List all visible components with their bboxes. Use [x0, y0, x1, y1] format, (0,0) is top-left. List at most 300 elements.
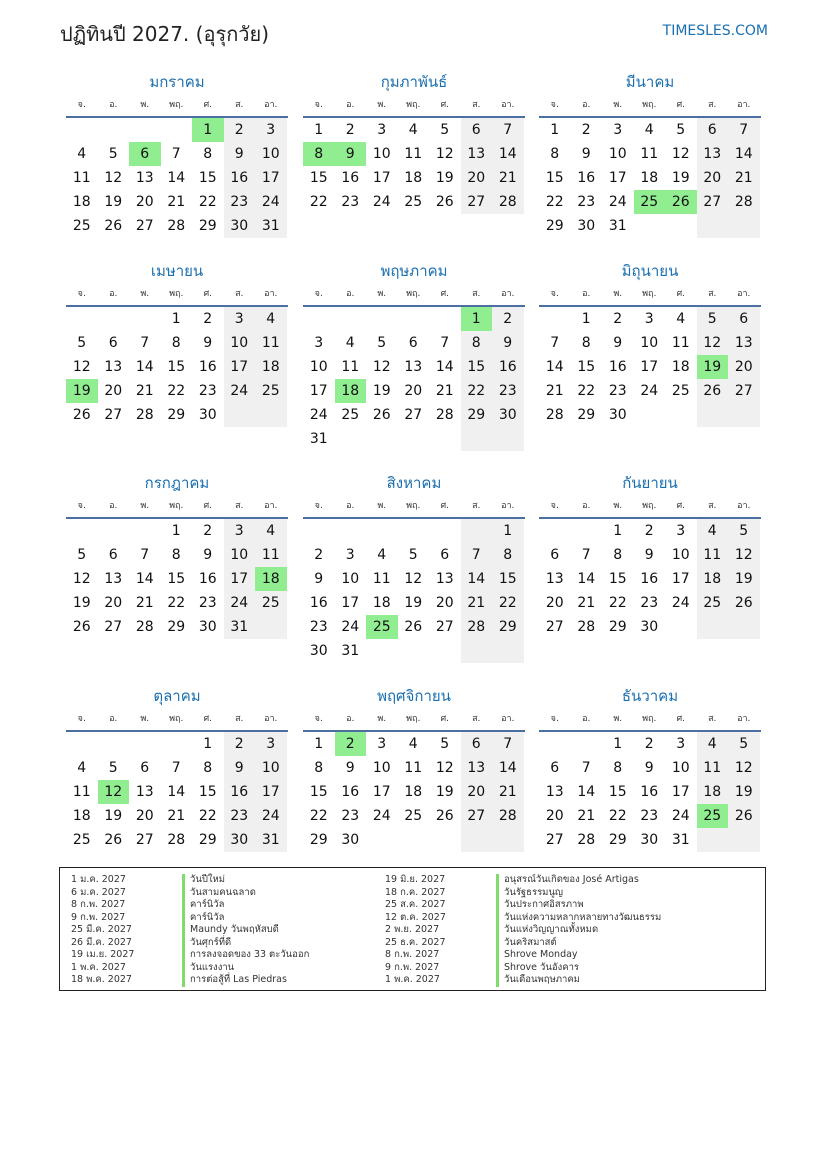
day-cell: 26: [104, 832, 123, 848]
day-cell: 17: [372, 784, 391, 800]
day-cell: 30: [309, 643, 328, 659]
weekday-label: จ.: [550, 501, 559, 511]
day-cell: 30: [577, 218, 596, 234]
weekday-label: อา.: [501, 714, 515, 724]
day-cell: 16: [224, 166, 256, 190]
day-cell: 17: [640, 359, 659, 375]
weekday-label: จ.: [314, 100, 323, 110]
day-cell: 10: [255, 756, 287, 780]
weekday-label: อา.: [264, 501, 278, 511]
day-cell: 16: [608, 359, 627, 375]
holiday-list: [59, 867, 766, 991]
day-cell: 15: [608, 571, 627, 587]
day-cell: 14: [492, 142, 524, 166]
day-cell: 10: [309, 359, 328, 375]
weekday-label: จ.: [314, 714, 323, 724]
weekday-label: อา.: [737, 714, 751, 724]
holiday-row: [60, 974, 309, 987]
weekday-label: ส.: [472, 501, 481, 511]
empty-day-cell: [129, 519, 161, 543]
holiday-date: 6 ม.ค. 2027: [71, 886, 126, 898]
empty-day-cell: [255, 615, 287, 639]
month-title: มิถุนายน: [621, 262, 679, 280]
day-cell: 3: [255, 118, 287, 142]
weekday-label: พ.: [377, 714, 387, 724]
empty-day-cell: [665, 214, 697, 238]
day-cell: 31: [255, 828, 287, 852]
empty-day-cell: [429, 639, 461, 663]
day-cell: 21: [461, 591, 493, 615]
weekday-label: พฤ.: [406, 714, 421, 724]
week-row: [303, 615, 525, 639]
day-cell: 18: [372, 595, 391, 611]
day-cell: 20: [545, 808, 564, 824]
day-cell: 19: [728, 567, 760, 591]
empty-day-cell: [634, 214, 666, 238]
holiday-name: คาร์นิวัล: [182, 899, 224, 912]
day-cell: 7: [140, 547, 150, 563]
day-cell: 18: [671, 359, 690, 375]
week-row: [539, 519, 761, 543]
day-cell: 27: [728, 379, 760, 403]
empty-day-cell: [728, 403, 760, 427]
day-cell: 22: [461, 379, 493, 403]
month-3: [539, 70, 761, 238]
week-row: [539, 379, 761, 403]
day-cell: 16: [492, 355, 524, 379]
week-row: [303, 142, 525, 166]
empty-day-cell: [429, 307, 461, 331]
day-cell: 10: [671, 547, 690, 563]
day-cell: 30: [198, 407, 217, 423]
weekday-label: ศ.: [676, 289, 686, 299]
day-cell: 22: [309, 808, 328, 824]
day-cell: 14: [545, 359, 564, 375]
day-cell: 25: [404, 194, 423, 210]
day-cell: 25: [341, 407, 360, 423]
day-cell: 8: [461, 331, 493, 355]
day-cell: 26: [435, 194, 454, 210]
day-cell: 22: [608, 808, 627, 824]
empty-day-cell: [161, 732, 193, 756]
day-cell: 19: [728, 780, 760, 804]
day-cell: 18: [255, 355, 287, 379]
day-cell: 20: [104, 595, 123, 611]
day-cell: 29: [608, 619, 627, 635]
week-row: [303, 190, 525, 214]
weekday-label: จ.: [550, 100, 559, 110]
holiday-date: 8 ก.พ. 2027: [71, 899, 126, 910]
holiday-name: วันรัฐธรรมนูญ: [496, 887, 563, 900]
day-cell: 13: [135, 784, 154, 800]
day-cell: 15: [309, 784, 328, 800]
month-title: สิงหาคม: [386, 474, 442, 492]
weekday-header: [539, 283, 761, 307]
day-cell: 1: [581, 311, 591, 327]
holiday-name: วันปีใหม่: [182, 874, 225, 887]
holiday-day-cell: 19: [66, 379, 98, 403]
day-cell: 24: [309, 407, 328, 423]
day-cell: 13: [545, 784, 564, 800]
day-cell: 23: [198, 383, 217, 399]
week-row: [66, 142, 288, 166]
day-cell: 16: [640, 784, 659, 800]
day-cell: 19: [671, 170, 690, 186]
day-cell: 19: [435, 784, 454, 800]
weekday-header: [539, 495, 761, 519]
holiday-name: วันคริสมาสต์: [496, 937, 557, 950]
weekday-label: ส.: [235, 501, 244, 511]
day-cell: 1: [314, 122, 324, 138]
holiday-date: 18 พ.ค. 2027: [71, 974, 132, 985]
weekday-label: อ.: [582, 289, 591, 299]
day-cell: 28: [435, 407, 454, 423]
day-cell: 11: [404, 146, 423, 162]
week-row: [539, 166, 761, 190]
day-cell: 26: [435, 808, 454, 824]
weekday-label: อ.: [109, 501, 118, 511]
day-cell: 5: [728, 519, 760, 543]
weekday-label: พ.: [140, 501, 150, 511]
day-cell: 4: [255, 519, 287, 543]
weekday-label: ส.: [472, 289, 481, 299]
weekday-label: อา.: [501, 289, 515, 299]
day-cell: 30: [341, 832, 360, 848]
day-cell: 23: [608, 383, 627, 399]
day-cell: 10: [608, 146, 627, 162]
day-cell: 6: [728, 307, 760, 331]
day-cell: 7: [728, 118, 760, 142]
day-cell: 15: [167, 359, 186, 375]
empty-day-cell: [492, 427, 524, 451]
day-cell: 4: [377, 547, 387, 563]
day-cell: 3: [676, 736, 686, 752]
day-cell: 23: [341, 194, 360, 210]
day-cell: 13: [404, 359, 423, 375]
day-cell: 31: [341, 643, 360, 659]
day-cell: 8: [203, 760, 213, 776]
day-cell: 8: [613, 547, 623, 563]
day-cell: 8: [581, 335, 591, 351]
weekday-header: [66, 708, 288, 732]
week-row: [66, 166, 288, 190]
empty-day-cell: [335, 427, 367, 451]
day-cell: 2: [581, 122, 591, 138]
week-row: [303, 543, 525, 567]
day-cell: 19: [404, 595, 423, 611]
day-cell: 9: [492, 331, 524, 355]
day-cell: 26: [697, 379, 729, 403]
day-cell: 15: [198, 784, 217, 800]
day-cell: 17: [341, 595, 360, 611]
day-cell: 8: [314, 760, 324, 776]
empty-day-cell: [398, 828, 430, 852]
day-cell: 21: [492, 780, 524, 804]
day-cell: 27: [545, 619, 564, 635]
week-row: [66, 756, 288, 780]
day-cell: 5: [676, 122, 686, 138]
day-cell: 22: [167, 595, 186, 611]
day-cell: 29: [309, 832, 328, 848]
day-cell: 26: [72, 619, 91, 635]
holiday-day-cell: 8: [303, 142, 335, 166]
day-cell: 13: [135, 170, 154, 186]
holiday-date: 19 เม.ย. 2027: [71, 949, 135, 960]
day-cell: 19: [104, 194, 123, 210]
day-cell: 25: [255, 591, 287, 615]
holiday-day-cell: 25: [366, 615, 398, 639]
empty-day-cell: [461, 639, 493, 663]
week-row: [303, 780, 525, 804]
weekday-label: อ.: [582, 714, 591, 724]
day-cell: 14: [435, 359, 454, 375]
day-cell: 23: [198, 595, 217, 611]
day-cell: 24: [372, 194, 391, 210]
holiday-name: วันแห่งความหลากหลายทางวัฒนธรรม: [496, 912, 661, 925]
day-cell: 16: [224, 780, 256, 804]
day-cell: 4: [345, 335, 355, 351]
day-cell: 11: [255, 331, 287, 355]
holiday-name: การลงจอดของ 33 ตะวันออก: [182, 949, 309, 962]
holiday-row: [374, 874, 661, 887]
holiday-day-cell: 26: [665, 190, 697, 214]
brand-link[interactable]: TIMESLES.COM: [662, 23, 768, 39]
week-row: [303, 355, 525, 379]
week-row: [66, 403, 288, 427]
day-cell: 18: [404, 784, 423, 800]
day-cell: 15: [545, 170, 564, 186]
week-row: [539, 756, 761, 780]
day-cell: 14: [577, 571, 596, 587]
weekday-label: จ.: [77, 289, 86, 299]
day-cell: 27: [135, 832, 154, 848]
day-cell: 1: [613, 523, 623, 539]
month-10: [66, 684, 288, 852]
weekday-label: พฤ.: [642, 714, 657, 724]
day-cell: 14: [135, 359, 154, 375]
day-cell: 14: [492, 756, 524, 780]
week-row: [303, 591, 525, 615]
empty-day-cell: [697, 403, 729, 427]
empty-day-cell: [129, 118, 161, 142]
empty-day-cell: [697, 828, 729, 852]
empty-day-cell: [697, 214, 729, 238]
week-row: [539, 804, 761, 828]
day-cell: 8: [171, 547, 181, 563]
day-cell: 7: [492, 118, 524, 142]
holiday-row: [60, 949, 309, 962]
empty-day-cell: [461, 828, 493, 852]
day-cell: 22: [608, 595, 627, 611]
holiday-date: 25 ธ.ค. 2027: [385, 936, 446, 948]
day-cell: 16: [309, 595, 328, 611]
day-cell: 17: [372, 170, 391, 186]
day-cell: 27: [404, 407, 423, 423]
holiday-date: 26 มี.ค. 2027: [71, 936, 132, 948]
day-cell: 4: [697, 732, 729, 756]
holiday-name: วันแรงงาน: [182, 962, 234, 975]
empty-day-cell: [303, 519, 335, 543]
day-cell: 21: [577, 595, 596, 611]
holiday-date: 25 มี.ค. 2027: [71, 924, 132, 935]
weekday-label: พฤ.: [406, 501, 421, 511]
weekday-label: อา.: [264, 100, 278, 110]
day-cell: 2: [203, 523, 213, 539]
day-cell: 1: [171, 523, 181, 539]
day-cell: 29: [167, 619, 186, 635]
empty-day-cell: [461, 519, 493, 543]
month-title: กุมภาพันธ์: [380, 73, 448, 91]
day-cell: 24: [224, 379, 256, 403]
day-cell: 3: [676, 523, 686, 539]
day-cell: 21: [577, 808, 596, 824]
week-row: [539, 828, 761, 852]
day-cell: 6: [140, 760, 150, 776]
weekday-label: พฤ.: [406, 289, 421, 299]
day-cell: 20: [135, 194, 154, 210]
day-cell: 16: [341, 170, 360, 186]
holiday-day-cell: 1: [192, 118, 224, 142]
empty-day-cell: [303, 307, 335, 331]
day-cell: 3: [255, 732, 287, 756]
empty-day-cell: [539, 307, 571, 331]
day-cell: 17: [224, 355, 256, 379]
weekday-label: อา.: [737, 100, 751, 110]
weekday-label: อ.: [346, 100, 355, 110]
day-cell: 24: [255, 190, 287, 214]
week-row: [66, 828, 288, 852]
empty-day-cell: [98, 732, 130, 756]
weekday-label: พฤ.: [642, 100, 657, 110]
day-cell: 14: [167, 784, 186, 800]
weekday-label: ศ.: [440, 100, 450, 110]
day-cell: 18: [72, 194, 91, 210]
day-cell: 27: [104, 619, 123, 635]
day-cell: 24: [671, 595, 690, 611]
day-cell: 2: [644, 523, 654, 539]
week-row: [303, 519, 525, 543]
weekday-label: ส.: [708, 501, 717, 511]
day-cell: 9: [203, 547, 213, 563]
day-cell: 16: [198, 571, 217, 587]
day-cell: 21: [167, 194, 186, 210]
day-cell: 12: [728, 543, 760, 567]
day-cell: 30: [640, 619, 659, 635]
weekday-label: ศ.: [203, 289, 213, 299]
day-cell: 22: [198, 194, 217, 210]
holiday-day-cell: 12: [98, 780, 130, 804]
day-cell: 22: [577, 383, 596, 399]
day-cell: 17: [224, 567, 256, 591]
week-row: [66, 567, 288, 591]
holiday-date: 8 ก.พ. 2027: [385, 949, 440, 960]
weekday-label: จ.: [314, 501, 323, 511]
day-cell: 31: [255, 214, 287, 238]
holiday-name: อนุสรณ์วันเกิดของ José Artigas: [496, 874, 639, 887]
holiday-name: คาร์นิวัล: [182, 912, 224, 925]
day-cell: 27: [545, 832, 564, 848]
day-cell: 4: [644, 122, 654, 138]
week-row: [539, 355, 761, 379]
day-cell: 9: [613, 335, 623, 351]
day-cell: 19: [372, 383, 391, 399]
day-cell: 10: [224, 543, 256, 567]
day-cell: 5: [377, 335, 387, 351]
day-cell: 3: [613, 122, 623, 138]
empty-day-cell: [728, 615, 760, 639]
day-cell: 11: [72, 784, 91, 800]
day-cell: 5: [440, 736, 450, 752]
weekday-label: พ.: [377, 501, 387, 511]
day-cell: 26: [72, 407, 91, 423]
page-title: ปฏิทินปี 2027. (อุรุกวัย): [60, 22, 270, 46]
day-cell: 7: [140, 335, 150, 351]
holiday-row: [60, 924, 309, 937]
day-cell: 23: [577, 194, 596, 210]
month-4: [66, 259, 288, 427]
day-cell: 4: [676, 311, 686, 327]
weekday-label: ส.: [708, 289, 717, 299]
day-cell: 14: [728, 142, 760, 166]
holiday-day-cell: 25: [634, 190, 666, 214]
day-cell: 2: [492, 307, 524, 331]
holiday-column-right: [374, 874, 661, 987]
day-cell: 21: [545, 383, 564, 399]
holiday-date: 1 ม.ค. 2027: [71, 874, 126, 885]
day-cell: 15: [309, 170, 328, 186]
holiday-date: 12 ต.ค. 2027: [385, 911, 446, 923]
week-row: [66, 214, 288, 238]
day-cell: 10: [224, 331, 256, 355]
weekday-label: พฤ.: [169, 714, 184, 724]
day-cell: 27: [461, 190, 493, 214]
day-cell: 25: [255, 379, 287, 403]
day-cell: 14: [577, 784, 596, 800]
week-row: [66, 615, 288, 639]
day-cell: 21: [728, 166, 760, 190]
day-cell: 9: [644, 547, 654, 563]
day-cell: 13: [104, 359, 123, 375]
day-cell: 13: [728, 331, 760, 355]
day-cell: 2: [314, 547, 324, 563]
holiday-row: [374, 924, 661, 937]
day-cell: 29: [198, 218, 217, 234]
weekday-label: พ.: [377, 289, 387, 299]
day-cell: 16: [341, 784, 360, 800]
empty-day-cell: [398, 427, 430, 451]
day-cell: 17: [608, 170, 627, 186]
holiday-row: [374, 887, 661, 900]
day-cell: 11: [372, 571, 391, 587]
weekday-label: อ.: [109, 289, 118, 299]
empty-day-cell: [429, 427, 461, 451]
day-cell: 6: [461, 118, 493, 142]
day-cell: 2: [203, 311, 213, 327]
weekday-label: พฤ.: [642, 501, 657, 511]
day-cell: 29: [608, 832, 627, 848]
week-row: [66, 118, 288, 142]
day-cell: 20: [545, 595, 564, 611]
weekday-header: [303, 283, 525, 307]
empty-day-cell: [398, 519, 430, 543]
day-cell: 25: [404, 808, 423, 824]
day-cell: 4: [77, 146, 87, 162]
day-cell: 6: [550, 547, 560, 563]
empty-day-cell: [129, 732, 161, 756]
empty-day-cell: [255, 403, 287, 427]
month-title: พฤศจิกายน: [377, 687, 451, 705]
week-row: [539, 732, 761, 756]
